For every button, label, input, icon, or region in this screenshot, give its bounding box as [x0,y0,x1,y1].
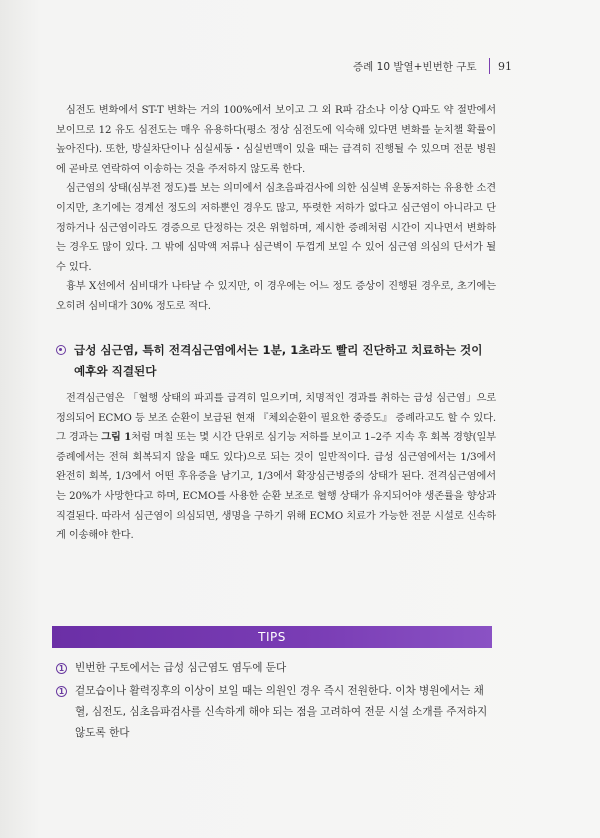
figure-reference: 그림 1 [101,431,132,444]
body-text-block-2 [56,389,496,546]
header-divider [489,58,491,74]
tip-text: 빈번한 구토에서는 급성 심근염도 염두에 둔다 [75,662,287,674]
running-header [353,58,512,74]
tip-marker-icon: 1 [56,686,67,697]
paragraph-echo: 심근염의 상태(심부전 정도)를 보는 의미에서 심초음파검사에 의한 심실벽 운동저하는 유용한 소견이지만, 초기에는 경계선 정도의 저하뿐인 경우도 많고, 뚜렷한 저하가 없다고 심근염이 아니라고 단정하거나 심근염이라도 경증으로 단정하는 것은 위험하며, 제시한 증례처럼 시간이 지나면서 변화하는 경우도 많이 있다. 그 밖에 심막액 저류나 심근벽이 두껍게 보일 수 있어 심근염 의심의 단서가 될 수 있다. [56,183,496,273]
tip-item [56,681,496,744]
section-heading [56,340,496,382]
tips-list [56,658,496,746]
tips-title-bar: TIPS [52,626,492,648]
paragraph-fulminant-part2: 처럼 며칠 또는 몇 시간 단위로 심기능 저하를 보이고 1–2주 지속 후 회복 경향(일부 증례에서는 전혀 회복되지 않을 때도 있다)으로 되는 것이 일반적이다. 급성 심근염에서는 1/3에서 완전히 회복, 1/3에서 어떤 후유증을 남기고, 1/3에서 확장심근병증의 상태가 된다. 전격심근염에서는 20%가 사망한다고 하며, ECMO를 사용한 순환 보조로 혈행 상태가 유지되어야 생존률을 향상과 직결된다. 따라서 심근염이 의심되면, 생명을 구하기 위해 ECMO 치료가 가능한 전문 시설로 신속하게 이송해야 한다. [56,432,496,542]
paragraph-fulminant-part1: 전격심근염은 「혈행 상태의 파괴를 급격히 일으키며, 치명적인 경과를 취하는 급성 심근염」으로 정의되어 ECMO 등 보조 순환이 보급된 현재 『체외순환이 필요한 중증도』 증례라고도 할 수 있다. 그 경과는 [56,393,496,444]
tip-text: 겉모습이나 활력징후의 이상이 보일 때는 의원인 경우 즉시 전원한다. 이차 병원에서는 채혈, 심전도, 심초음파검사를 신속하게 해야 되는 점을 고려하여 전문 시설 소개를 주저하지 않도록 한다 [75,685,488,739]
paragraph-ecg: 심전도 변화에서 ST-T 변화는 거의 100%에서 보이고 그 외 R파 감소나 이상 Q파도 약 절반에서 보이므로 12 유도 심전도는 매우 유용하다(평소 정상 심전도에 익숙해 있다면 변화를 눈치챌 확률이 높아진다). 또한, 방실차단이나 심실세동・심실번맥이 있을 때는 급격히 진행될 수 있으며 전문 병원에 곧바로 연락하여 이송하는 것을 주저하지 않도록 한다. [56,105,496,175]
paragraph-xray: 흉부 X선에서 심비대가 나타날 수 있지만, 이 경우에는 어느 정도 증상이 진행된 경우로, 초기에는 오히려 심비대가 30% 정도로 적다. [56,281,496,312]
body-text-block-1 [56,101,496,317]
page-number: 91 [498,59,512,73]
tip-marker-icon: 1 [56,663,67,674]
tip-item [56,658,496,679]
section-heading-text: 급성 심근염, 특히 전격심근염에서는 1분, 1초라도 빨리 진단하고 치료하는 것이 예후와 직결된다 [74,343,483,378]
case-title: 증례 10 발열+빈번한 구토 [353,60,477,73]
section-bullet-icon [56,345,66,355]
paragraph-fulminant [56,389,496,546]
